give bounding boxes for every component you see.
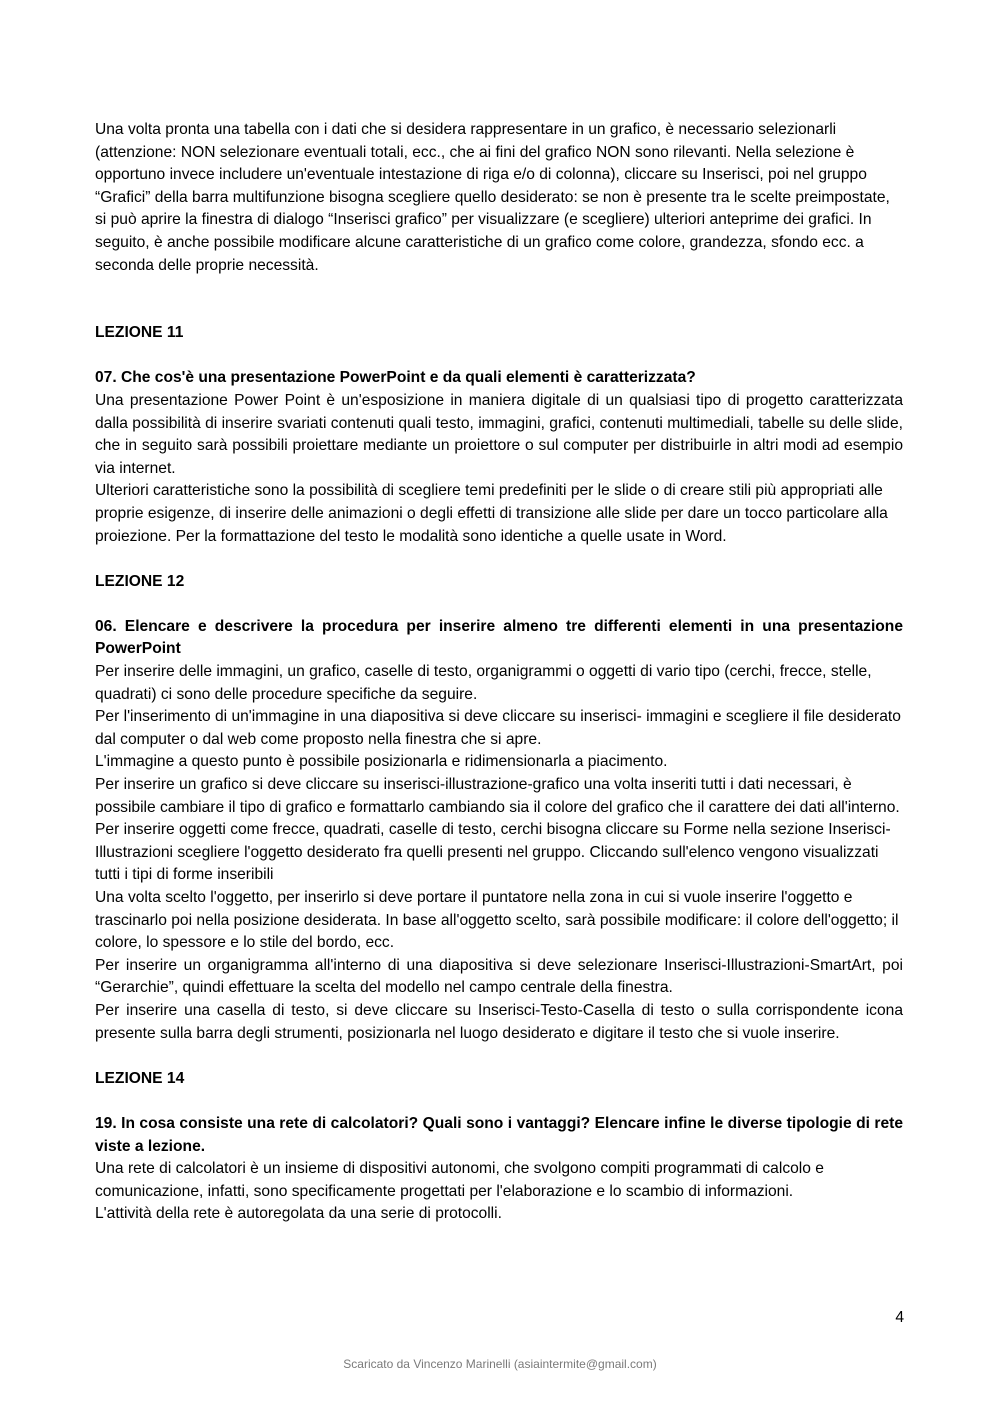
lesson-heading: LEZIONE 12 [95, 572, 185, 590]
download-footer: Scaricato da Vincenzo Marinelli (asiaintermite@gmail.com) [343, 1357, 657, 1371]
answer-paragraph: Per inserire una casella di testo, si deve cliccare su Inserisci-Testo-Casella di testo o sulla corrispondente icona presente sulla barra degli strumenti, posizionarla nel luogo desiderato e digitare il testo che si vuole inserire. [95, 1001, 903, 1042]
answer-paragraph: L'immagine a questo punto è possibile posizionarla e ridimensionarla a piacimento. [95, 753, 668, 771]
question-heading: 19. In cosa consiste una rete di calcolatori? Quali sono i vantaggi? Elencare infine le diverse tipologie di rete viste a lezione. [95, 1114, 903, 1155]
answer-paragraph: Una volta scelto l'oggetto, per inserirlo si deve portare il puntatore nella zona in cui si vuole inserire l'oggetto e trascinarlo poi nella posizione desiderata. In base all'oggetto scelto, sarà possibile modificare: il colore dell'oggetto; il colore, lo spessore e lo stile del bordo, ecc. [95, 889, 899, 952]
lesson-heading: LEZIONE 14 [95, 1069, 185, 1087]
lesson-heading: LEZIONE 11 [95, 324, 184, 342]
question-heading: 07. Che cos'è una presentazione PowerPoint e da quali elementi è caratterizzata? [95, 369, 696, 387]
answer-paragraph: Una rete di calcolatori è un insieme di dispositivi autonomi, che svolgono compiti programmati di calcolo e comunicazione, infatti, sono specificamente progettati per l'elaborazione e lo scambio di informazioni. [95, 1160, 824, 1200]
answer-paragraph: L'attività della rete è autoregolata da una serie di protocolli. [95, 1205, 502, 1223]
answer-paragraph: Ulteriori caratteristiche sono la possibilità di scegliere temi predefiniti per le slide o di creare stili più appropriati alle proprie esigenze, di inserire delle animazioni o degli effetti di transizione alle slide per dare un tocco particolare alla proiezione. Per la formattazione del testo le modalità sono identiche a quelle usate in Word. [95, 482, 888, 545]
answer-paragraph: Per inserire un organigramma all'interno di una diapositiva si deve selezionare Inserisci-Illustrazioni-SmartArt, poi “Gerarchie”, quindi effettuare la scelta del modello nel campo centrale della finestra. [95, 956, 903, 997]
question-heading: 06. Elencare e descrivere la procedura per inserire almeno tre differenti elementi in una presentazione PowerPoint [95, 617, 903, 658]
answer-paragraph: Per l'inserimento di un'immagine in una diapositiva si deve cliccare su inserisci- immagini e scegliere il file desiderato dal computer o dal web come proposto nella finestra che si apre. [95, 708, 901, 748]
answer-paragraph: Per inserire oggetti come frecce, quadrati, caselle di testo, cerchi bisogna cliccare su Forme nella sezione Inserisci-Illustrazioni scegliere l'oggetto desiderato fra quelli presenti nel gruppo. Cliccando sull'elenco vengono visualizzati tutti i tipi di forme inseribili [95, 821, 891, 884]
page-number: 4 [895, 1309, 904, 1326]
answer-paragraph: Per inserire un grafico si deve cliccare su inserisci-illustrazione-grafico una volta inseriti tutti i dati necessari, è possibile cambiare il tipo di grafico e formattarlo cambiando sia il colore del grafico che il carattere dei dati all'interno. [95, 776, 900, 816]
answer-paragraph: Per inserire delle immagini, un grafico, caselle di testo, organigrammi o oggetti di vario tipo (cerchi, frecce, stelle, quadrati) ci sono delle procedure specifiche da seguire. [95, 663, 872, 703]
answer-paragraph: Una presentazione Power Point è un'esposizione in maniera digitale di un qualsiasi tipo di progetto caratterizzata dalla possibilità di inserire svariati contenuti quali testo, immagini, grafici, contenuti multimediali, tabelle su delle slide, che in seguito sarà possibili proiettare mediante un proiettore o sul computer per distribuirle in altri modi ad esempio via internet. [95, 391, 903, 477]
page-content [95, 119, 903, 1226]
intro-paragraph: Una volta pronta una tabella con i dati che si desidera rappresentare in un grafico, è necessario selezionarli (attenzione: NON selezionare eventuali totali, ecc., che ai fini del grafico NON sono rilevanti. Nella selezione è opportuno invece includere un'eventuale intestazione di riga e/o di colonna), cliccare su Inserisci, poi nel gruppo “Grafici” della barra multifunzione bisogna scegliere quello desiderato: se non è presente tra le scelte preimpostate, si può aprire la finestra di dialogo “Inserisci grafico” per visualizzare (e scegliere) ulteriori anteprime dei grafici. In seguito, è anche possibile modificare alcune caratteristiche di un grafico come colore, grandezza, sfondo ecc. a seconda delle proprie necessità. [95, 121, 890, 274]
